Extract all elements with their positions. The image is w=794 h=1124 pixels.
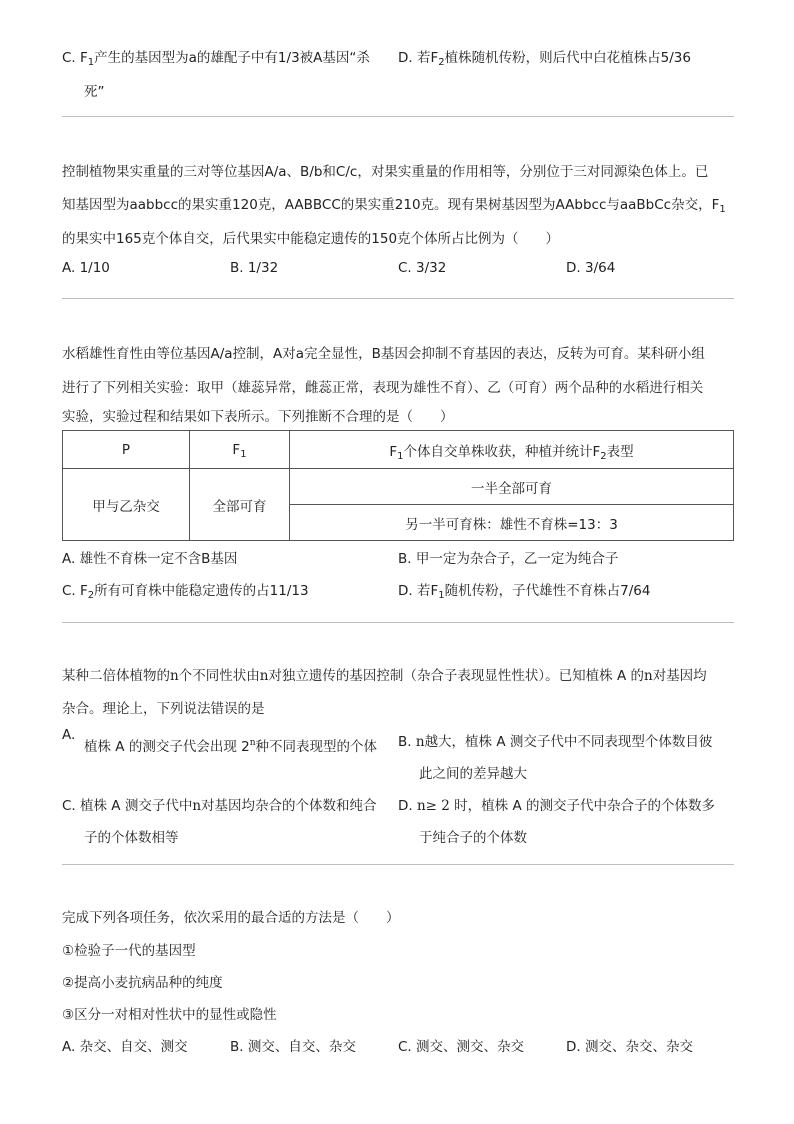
q3-option-a: 植株 A 的测交子代会出现 2$^n$种不同表现型的个体 (84, 738, 377, 755)
q4-stem: 完成下列各项任务，依次采用的最合适的方法是（ ） (62, 910, 400, 926)
table-header-f1: $F_1$ (190, 431, 290, 469)
q1-option-a: A. 1/10 (62, 260, 110, 276)
q1-stem-line2: 知基因型为aabbcc的果实重120克，AABBCC的果实重210克。现有果树基因型为AAbbcc与aaBbCc杂交，$F_1$ (62, 197, 726, 215)
q2-stem-line2: 进行了下列相关实验：取甲（雄蕊异常，雌蕊正常，表现为雄性不育）、乙（可育）两个品种的水稻进行相关 (62, 380, 704, 396)
q3-stem-line1: 某种二倍体植物的n个不同性状由n对独立遗传的基因控制（杂合子表现显性性状）。已知植株 A 的n对基因均 (62, 668, 707, 684)
divider (62, 864, 734, 865)
q3-option-d: D. n≥ 2 时，植株 A 的测交子代中杂合子的个体数多 (398, 798, 715, 814)
q4-option-a: A. 杂交、自交、测交 (62, 1039, 188, 1055)
q4-item-3: ③区分一对相对性状中的显性或隐性 (62, 1007, 277, 1023)
q2-option-c: C. $F_2$所有可育株中能稳定遗传的占11/13 (62, 583, 309, 601)
q1-stem-line3: 的果实中165克个体自交，后代果实中能稳定遗传的150克个体所占比例为（ ） (62, 231, 560, 247)
experiment-table (62, 430, 734, 541)
q0-option-c-cont: 死” (84, 84, 105, 100)
q2-option-b: B. 甲一定为杂合子，乙一定为纯合子 (398, 551, 619, 567)
q3-option-d-cont: 于纯合子的个体数 (419, 830, 527, 846)
q3-option-c-cont: 子的个体数相等 (84, 830, 179, 846)
table-cell-result-2: 另一半可育株：雄性不育株=13：3 (290, 505, 734, 541)
q2-stem-line1: 水稻雄性育性由等位基因A/a控制，A对a完全显性，B基因会抑制不育基因的表达，反转为可育。某科研小组 (62, 346, 705, 362)
q2-stem-line3: 实验，实验过程和结果如下表所示。下列推断不合理的是（ ） (62, 409, 454, 425)
q1-option-d: D. 3/64 (566, 260, 616, 276)
q4-option-d: D. 测交、杂交、杂交 (566, 1039, 693, 1055)
table-cell-result-1: 一半全部可育 (290, 469, 734, 505)
table-cell-f1: 全部可育 (190, 469, 290, 541)
q4-option-b: B. 测交、自交、杂交 (230, 1039, 356, 1055)
q3-option-a-label: A. (62, 727, 76, 743)
q1-option-b: B. 1/32 (230, 260, 279, 276)
q0-option-c: C. $F_1$产生的基因型为a的雄配子中有1/3被A基因“杀 (62, 50, 370, 68)
divider (62, 298, 734, 299)
table-header-result: $F_1$个体自交单株收获，种植并统计$F_2$表型 (290, 431, 734, 469)
table-cell-cross: 甲与乙杂交 (63, 469, 190, 541)
q3-option-c: C. 植株 A 测交子代中n对基因均杂合的个体数和纯合 (62, 798, 377, 814)
q3-stem-line2: 杂合。理论上，下列说法错误的是 (62, 701, 265, 717)
q4-item-2: ②提高小麦抗病品种的纯度 (62, 975, 223, 991)
q2-option-a: A. 雄性不育株一定不含B基因 (62, 551, 238, 567)
q3-option-b: B. n越大，植株 A 测交子代中不同表现型个体数目彼 (398, 734, 713, 750)
table-header-p: P (63, 431, 190, 469)
q0-option-d: D. 若$F_2$植株随机传粉，则后代中白花植株占5/36 (398, 50, 691, 68)
q4-item-1: ①检验子一代的基因型 (62, 943, 196, 959)
q1-option-c: C. 3/32 (398, 260, 447, 276)
q1-stem-line1: 控制植物果实重量的三对等位基因A/a、B/b和C/c，对果实重量的作用相等，分别位于三对同源染色体上。已 (62, 164, 709, 180)
divider (62, 622, 734, 623)
q3-option-b-cont: 此之间的差异越大 (419, 766, 527, 782)
divider (62, 116, 734, 117)
q4-option-c: C. 测交、测交、杂交 (398, 1039, 525, 1055)
q2-option-d: D. 若$F_1$随机传粉，子代雄性不育株占7/64 (398, 583, 651, 601)
